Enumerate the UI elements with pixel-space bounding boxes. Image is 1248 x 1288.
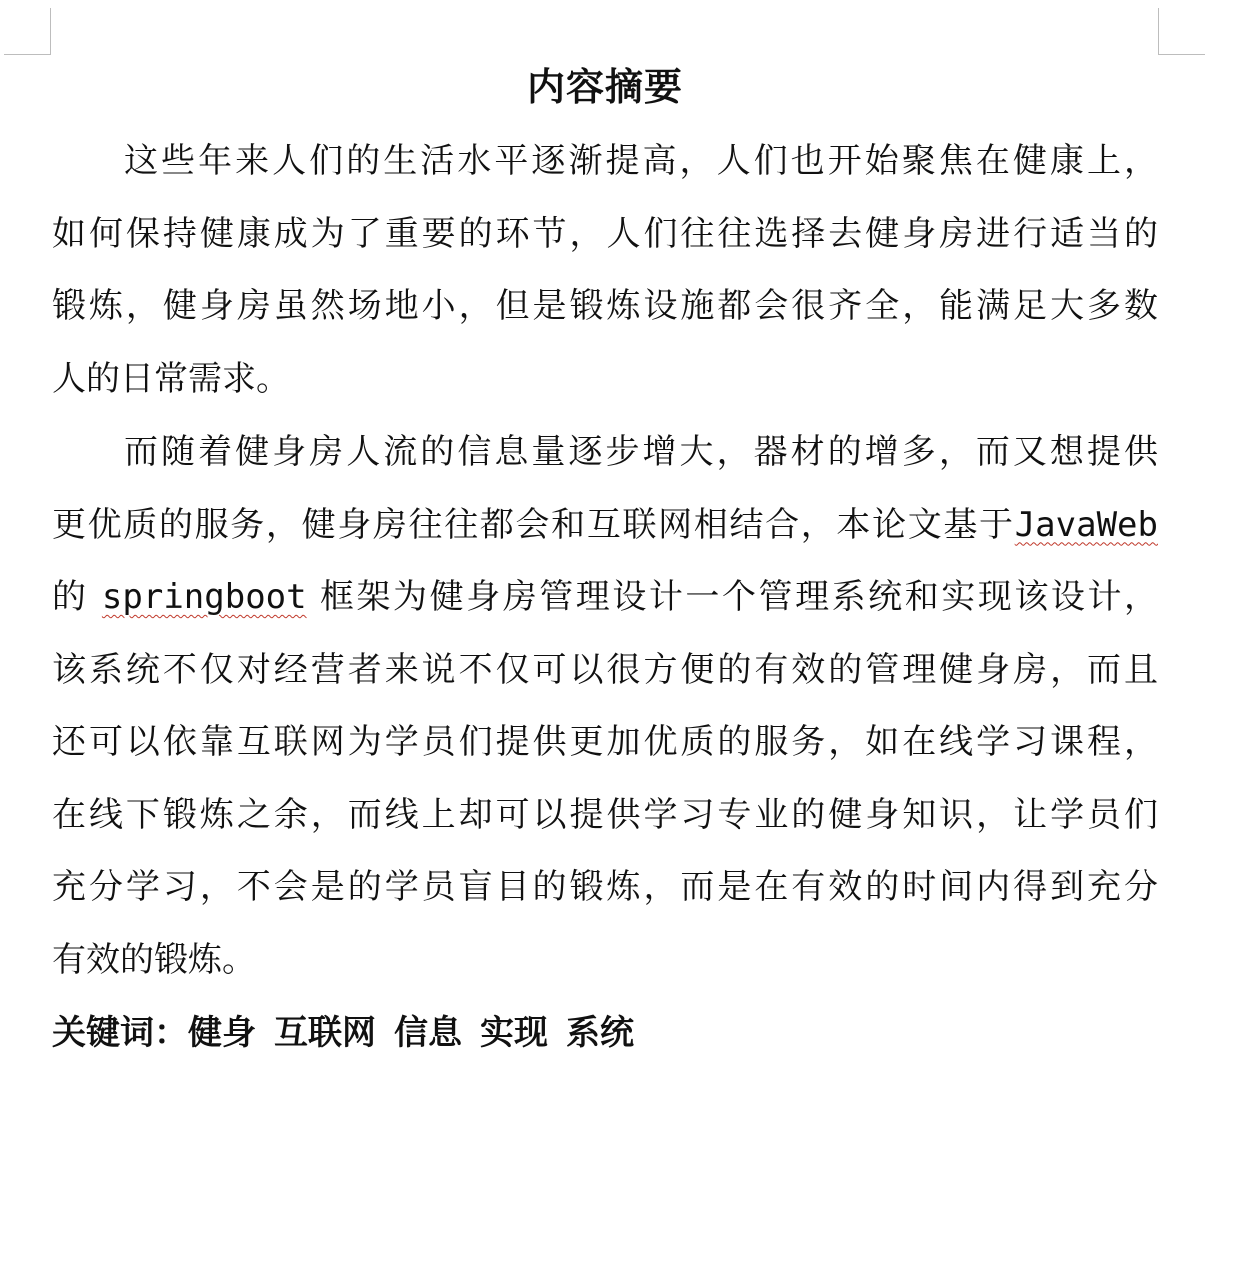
paragraph-1-line-1: 这些年来人们的生活水平逐渐提高，人们也开始聚焦在健康上， <box>124 141 1158 181</box>
page-corner-mark-top-right <box>1158 8 1205 55</box>
paragraph-2-line-4: 该系统不仅对经营者来说不仅可以很方便的有效的管理健身房，而且 <box>52 649 1158 690</box>
paragraph-2-line-3 <box>52 561 1158 634</box>
paragraph-2-line-1: 而随着健身房人流的信息量逐步增大，器材的增多，而又想提供 <box>124 432 1158 472</box>
abstract-paragraph-1 <box>52 125 1158 415</box>
keyword: 信息 <box>394 1013 462 1053</box>
abstract-title: 内容摘要 <box>526 65 683 109</box>
paragraph-2-line-3-text-c: 框架为健身房管理设计一个管理系统和实现该设计， <box>319 577 1158 617</box>
paragraph-2-line-7: 充分学习，不会是的学员盲目的锻炼，而是在有效的时间内得到充分 <box>52 867 1158 907</box>
page-corner-mark-top-left <box>4 8 51 55</box>
paragraph-2-line-5: 还可以依靠互联网为学员们提供更加优质的服务，如在线学习课程， <box>52 722 1158 762</box>
paragraph-1-line-3: 锻炼，健身房虽然场地小，但是锻炼设施都会很齐全，能满足大多数 <box>52 286 1158 326</box>
keyword: 互联网 <box>274 1013 376 1053</box>
keyword: 健身 <box>188 1013 256 1053</box>
keyword: 系统 <box>566 1013 634 1053</box>
paragraph-2-line-2-text: 更优质的服务，健身房往往都会和互联网相结合，本论文基于 <box>52 504 1015 545</box>
spellcheck-word-javaweb: JavaWeb <box>1014 504 1158 545</box>
keywords-line <box>52 1006 652 1060</box>
paragraph-2-line-6: 在线下锻炼之余，而线上却可以提供学习专业的健身知识，让学员们 <box>52 794 1158 835</box>
keywords-label: 关键词： <box>52 1013 188 1053</box>
paragraph-2-line-2 <box>52 489 1158 562</box>
paragraph-1-line-2: 如何保持健康成为了重要的环节，人们往往选择去健身房进行适当的 <box>52 213 1158 254</box>
paragraph-2-line-3-text-a: 的 <box>52 577 89 617</box>
spellcheck-word-springboot: springboot <box>101 577 307 617</box>
abstract-paragraph-2 <box>52 416 1158 996</box>
keyword: 实现 <box>480 1013 548 1053</box>
paragraph-1-line-4: 人的日常需求。 <box>52 358 290 399</box>
paragraph-2-line-8: 有效的锻炼。 <box>52 939 256 980</box>
